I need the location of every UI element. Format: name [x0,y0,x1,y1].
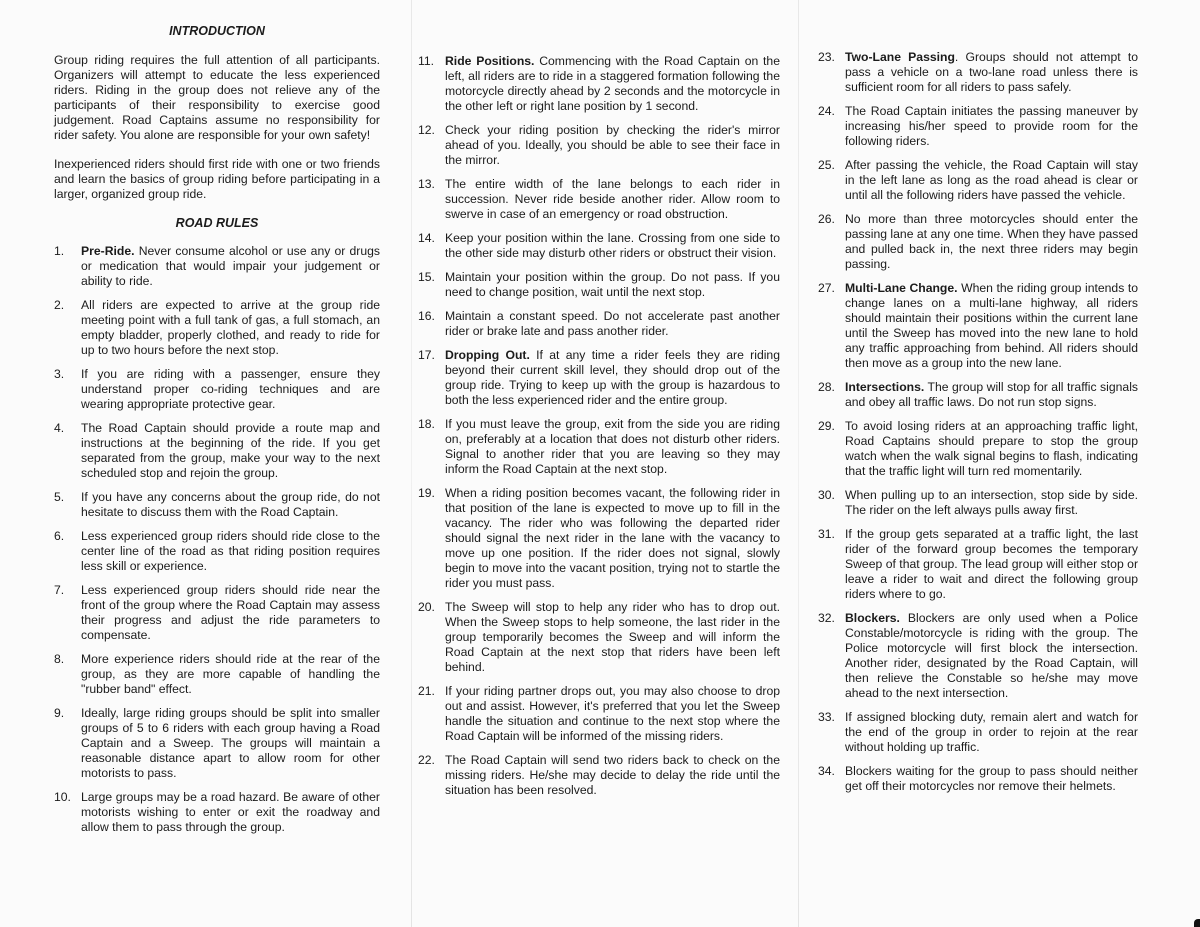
rules-list [418,54,780,798]
rule-text: . Groups should not attempt to pass a vehicle on a two-lane road unless there is sufficient room for all riders to pass safely. [845,50,1138,94]
rule-item [54,706,380,781]
rule-item [818,488,1138,518]
rule-text: Commencing with the Road Captain on the left, all riders are to ride in a staggered formation following the motorcycle directly ahead by 2 seconds and the motorcycle in the other left or right lane position by 1 second. [445,54,780,113]
rule-text: No more than three motorcycles should enter the passing lane at any one time. When they have passed and pulled back in, the next three riders may begin passing. [845,212,1138,271]
rule-text: If you are riding with a passenger, ensure they understand proper co-riding techniques and are wearing appropriate protective gear. [81,367,380,411]
rule-item [418,270,780,300]
rule-number: 10. [54,790,71,804]
rule-number: 30. [818,488,835,502]
rules-list [54,244,380,835]
rule-number: 7. [54,583,65,597]
rules-list [818,50,1138,794]
rule-item [818,212,1138,272]
rule-title: Intersections. [845,380,925,394]
rule-number: 19. [418,486,435,500]
rule-number: 6. [54,529,65,543]
rule-number: 25. [818,158,835,172]
rule-number: 1. [54,244,65,258]
rule-item [818,104,1138,149]
rule-number: 18. [418,417,435,431]
rule-item [418,486,780,591]
rule-text: If you have any concerns about the group ride, do not hesitate to discuss them with the Road Captain. [81,490,380,519]
rule-item [818,611,1138,701]
rule-item [818,419,1138,479]
rule-number: 24. [818,104,835,118]
rule-item [818,527,1138,602]
column-middle [418,54,780,807]
rule-number: 33. [818,710,835,724]
rule-text: The Road Captain will send two riders back to check on the missing riders. He/she may decide to delay the ride until the situation has been resolved. [445,753,780,797]
rule-number: 21. [418,684,435,698]
rule-number: 17. [418,348,435,362]
rule-text: Maintain a constant speed. Do not accelerate past another rider or brake late and pass another rider. [445,309,780,338]
rule-text: To avoid losing riders at an approaching traffic light, Road Captains should prepare to stop the group watch when the walk signal begins to flash, indicating that the traffic light will turn red momentarily. [845,419,1138,478]
rule-text: Maintain your position within the group. Do not pass. If you need to change position, wait until the next stop. [445,270,780,299]
rule-text: After passing the vehicle, the Road Captain will stay in the left lane as long as the road ahead is clear or until all the following riders have passed the vehicle. [845,158,1138,202]
rule-number: 13. [418,177,435,191]
rule-number: 8. [54,652,65,666]
rule-number: 27. [818,281,835,295]
rule-number: 16. [418,309,435,323]
rule-item [818,764,1138,794]
rule-text: Keep your position within the lane. Crossing from one side to the other side may disturb other riders or obstruct their vision. [445,231,780,260]
rule-text: If you must leave the group, exit from the side you are riding on, preferably at a location that does not disturb other riders. Signal to another rider that you are leaving so they may inform the Road Captain at the next stop. [445,417,780,476]
rule-text: All riders are expected to arrive at the group ride meeting point with a full tank of gas, a full stomach, an empty bladder, properly clothed, and ready to ride for up to two hours before the next stop. [81,298,380,357]
rule-number: 26. [818,212,835,226]
rule-text: If the group gets separated at a traffic light, the last rider of the forward group becomes the temporary Sweep of that group. The lead group will either stop or leave a rider to wait and direct the following group riders where to go. [845,527,1138,601]
rule-number: 3. [54,367,65,381]
rule-number: 4. [54,421,65,435]
rule-number: 5. [54,490,65,504]
rule-text: The entire width of the lane belongs to each rider in succession. Never ride beside another rider. Allow room to swerve in case of an emergency or road obstruction. [445,177,780,221]
rule-item [418,753,780,798]
rule-number: 32. [818,611,835,625]
rule-text: When pulling up to an intersection, stop side by side. The rider on the left always pulls away first. [845,488,1138,517]
rule-item [54,790,380,835]
rule-number: 23. [818,50,835,64]
rule-text: Large groups may be a road hazard. Be aware of other motorists wishing to enter or exit the roadway and allow them to pass through the group. [81,790,380,834]
rule-item [418,348,780,408]
rule-item [54,652,380,697]
rule-title: Multi-Lane Change. [845,281,958,295]
rule-text: If your riding partner drops out, you may also choose to drop out and assist. However, it's preferred that you let the Sweep handle the situation and continue to the next stop where the Road Captain will be informed of the missing riders. [445,684,780,743]
rule-text: Less experienced group riders should ride near the front of the group where the Road Captain may assess their progress and adjust the ride parameters to compensate. [81,583,380,642]
rule-text: Blockers are only used when a Police Constable/motorcycle is riding with the group. The Police motorcycle will first block the intersection. Another rider, designated by the Road Captain, will then relieve the Constable so he/she may move ahead to the next intersection. [845,611,1138,700]
rule-item [54,367,380,412]
rule-item [54,244,380,289]
rule-number: 15. [418,270,435,284]
rule-text: When the riding group intends to change lanes on a multi-lane highway, all riders should maintain their positions within the current lane until the Sweep has moved into the new lane to hold any traffic approaching from behind. All riders should then move as a group into the new lane. [845,281,1138,370]
rule-title: Dropping Out. [445,348,530,362]
rule-item [54,583,380,643]
column-left [54,24,380,844]
rule-number: 11. [418,54,435,68]
rule-title: Pre-Ride. [81,244,135,258]
rule-item [418,417,780,477]
rule-item [818,158,1138,203]
rule-text: The Sweep will stop to help any rider who has to drop out. When the Sweep stops to help someone, the last rider in the group temporarily becomes the Sweep and will inform the Road Captain at the next stop that riders have been left behind. [445,600,780,674]
rule-item [54,298,380,358]
rule-title: Ride Positions. [445,54,535,68]
rule-number: 31. [818,527,835,541]
rule-item [54,490,380,520]
rule-item [818,281,1138,371]
rule-text: Blockers waiting for the group to pass should neither get off their motorcycles nor remove their helmets. [845,764,1138,793]
rule-text: The group will stop for all traffic signals and obey all traffic laws. Do not run stop signs. [845,380,1138,409]
rule-title: Blockers. [845,611,900,625]
rule-item [418,177,780,222]
rule-item [418,231,780,261]
rule-text: If at any time a rider feels they are riding beyond their current skill level, they should drop out of the group ride. Trying to keep up with the group is hazardous to both the less experienced rider and the entire group. [445,348,780,407]
rule-title: Two-Lane Passing [845,50,955,64]
road-rules-heading: ROAD RULES [175,216,259,230]
rule-text: The Road Captain should provide a route map and instructions at the beginning of the ride. If you get separated from the group, make your way to the next scheduled stop and rejoin the group. [81,421,380,480]
intro-paragraph: Group riding requires the full attention of all participants. Organizers will attempt to educate the less experienced riders. Riding in the group does not relieve any of the participants of their responsibility to exercise good judgement. Road Captains assume no responsibility for rider safety. You alone are responsible for your own safety! [54,53,380,142]
rule-text: If assigned blocking duty, remain alert and watch for the end of the group in order to rejoin at the rear without holding up traffic. [845,710,1138,754]
rule-number: 20. [418,600,435,614]
rule-item [418,684,780,744]
rule-item [418,600,780,675]
rule-text: When a riding position becomes vacant, the following rider in that position of the lane is expected to move up to fill in the vacancy. The rider who was following the departed rider should signal the next rider in the lane with the vacancy to move up one position. If the rider does not signal, slowly begin to move into the vacant position, trying not to startle the rider you must pass. [445,486,780,590]
page-fold-line [411,0,412,927]
introduction-heading: INTRODUCTION [169,24,265,38]
rule-text: Less experienced group riders should ride close to the center line of the road as that riding position requires less skill or experience. [81,529,380,573]
rule-item [418,123,780,168]
rule-text: Never consume alcohol or use any or drugs or medication that would impair your judgement or ability to ride. [81,244,380,288]
rule-item [818,710,1138,755]
rule-item [418,309,780,339]
rule-item [54,421,380,481]
rule-item [818,380,1138,410]
rule-number: 12. [418,123,435,137]
column-right [818,50,1138,803]
rule-number: 2. [54,298,65,312]
rule-number: 22. [418,753,435,767]
rule-number: 34. [818,764,835,778]
rule-number: 29. [818,419,835,433]
rule-item [818,50,1138,95]
rule-text: Check your riding position by checking the rider's mirror ahead of you. Ideally, you should be able to see their face in the mirror. [445,123,780,167]
intro-paragraph: Inexperienced riders should first ride with one or two friends and learn the basics of group riding before participating in a larger, organized group ride. [54,157,380,201]
rule-item [418,54,780,114]
rule-number: 14. [418,231,435,245]
rule-number: 9. [54,706,65,720]
rule-number: 28. [818,380,835,394]
page-fold-line [798,0,799,927]
rule-text: The Road Captain initiates the passing maneuver by increasing his/her speed to provide room for the following riders. [845,104,1138,148]
rule-text: Ideally, large riding groups should be split into smaller groups of 5 to 6 riders with each group having a Road Captain and a Sweep. The groups will maintain a reasonable distance apart to allow room for other motorists to pass. [81,706,380,780]
page-corner-mark [1194,919,1200,927]
rule-text: More experience riders should ride at the rear of the group, as they are more capable of handling the "rubber band" effect. [81,652,380,696]
rule-item [54,529,380,574]
